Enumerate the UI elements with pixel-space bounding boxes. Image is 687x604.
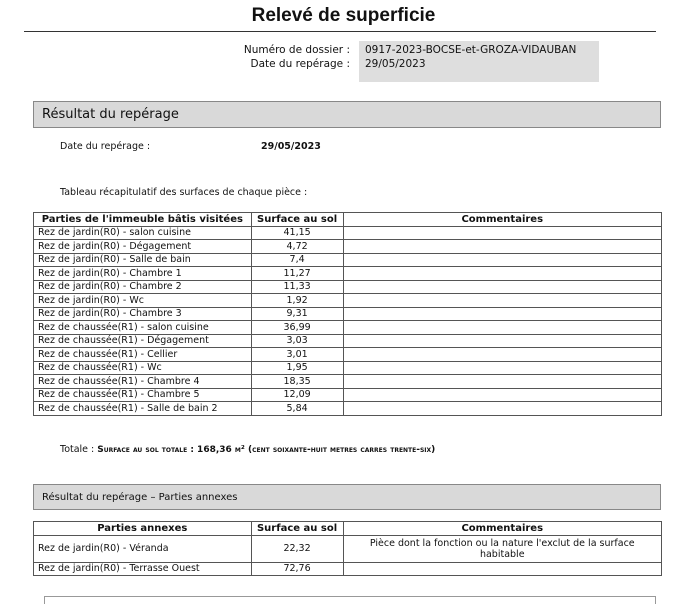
cell-part: Rez de chaussée(R1) - Salle de bain 2 (34, 402, 252, 416)
recap-caption: Tableau récapitulatif des surfaces de chaque pièce : (60, 187, 308, 198)
cell-surface: 22,32 (251, 535, 343, 562)
annex-col-header-comment: Commentaires (343, 522, 661, 536)
cell-part: Rez de jardin(R0) - Salle de bain (34, 253, 252, 267)
cell-part: Rez de jardin(R0) - Chambre 2 (34, 280, 252, 294)
col-header-surface: Surface au sol (251, 213, 343, 227)
date-value: 29/05/2023 (365, 58, 426, 70)
col-header-comment: Commentaires (343, 213, 661, 227)
date-label: Date du repérage : (250, 58, 350, 70)
annex-row (34, 535, 662, 562)
cell-surface: 1,95 (251, 361, 343, 375)
cell-comment (343, 307, 661, 321)
section-result-title: Résultat du repérage (42, 107, 179, 122)
cell-surface: 11,33 (251, 280, 343, 294)
cell-part: Rez de chaussée(R1) - salon cuisine (34, 321, 252, 335)
total-label: Totale : (60, 444, 95, 455)
reperage-date-label: Date du repérage : (60, 141, 151, 152)
col-header-part: Parties de l'immeuble bâtis visitées (34, 213, 252, 227)
cell-comment (343, 240, 661, 254)
cell-part: Rez de jardin(R0) - Chambre 1 (34, 267, 252, 281)
annex-col-header-part: Parties annexes (34, 522, 252, 536)
table-row (34, 321, 662, 335)
cell-surface: 41,15 (251, 226, 343, 240)
table-row (34, 267, 662, 281)
cell-comment: Pièce dont la fonction ou la nature l'exclut de la surface habitable (343, 535, 661, 562)
table-row (34, 348, 662, 362)
cell-surface: 7,4 (251, 253, 343, 267)
next-section-box (44, 596, 656, 604)
table-row (34, 375, 662, 389)
table-row (34, 240, 662, 254)
cell-surface: 5,84 (251, 402, 343, 416)
cell-comment (343, 361, 661, 375)
table-row (34, 402, 662, 416)
cell-comment (343, 375, 661, 389)
cell-part: Rez de chaussée(R1) - Dégagement (34, 334, 252, 348)
cell-part: Rez de chaussée(R1) - Cellier (34, 348, 252, 362)
cell-part: Rez de jardin(R0) - Dégagement (34, 240, 252, 254)
meta-labels (190, 43, 350, 71)
table-row (34, 361, 662, 375)
cell-surface: 11,27 (251, 267, 343, 281)
dossier-label: Numéro de dossier : (243, 44, 350, 56)
cell-part: Rez de jardin(R0) - salon cuisine (34, 226, 252, 240)
table-row (34, 388, 662, 402)
annex-table-header (34, 522, 662, 536)
surface-table-header (34, 213, 662, 227)
cell-part: Rez de jardin(R0) - Terrasse Ouest (34, 562, 252, 576)
cell-part: Rez de jardin(R0) - Véranda (34, 535, 252, 562)
title-divider (24, 31, 656, 32)
cell-part: Rez de chaussée(R1) - Wc (34, 361, 252, 375)
cell-comment (343, 253, 661, 267)
page-title: Relevé de superficie (251, 5, 436, 26)
section-result-header (33, 101, 661, 128)
cell-surface: 3,03 (251, 334, 343, 348)
annex-col-header-surface: Surface au sol (251, 522, 343, 536)
table-row (34, 280, 662, 294)
cell-part: Rez de chaussée(R1) - Chambre 4 (34, 375, 252, 389)
cell-part: Rez de jardin(R0) - Wc (34, 294, 252, 308)
table-row (34, 334, 662, 348)
table-row (34, 294, 662, 308)
cell-comment (343, 321, 661, 335)
cell-surface: 12,09 (251, 388, 343, 402)
cell-comment (343, 402, 661, 416)
section-annex-title: Résultat du repérage – Parties annexes (42, 491, 238, 503)
table-row (34, 226, 662, 240)
dossier-value: 0917-2023-BOCSE-et-GROZA-VIDAUBAN (365, 44, 577, 56)
cell-comment (343, 280, 661, 294)
cell-comment (343, 388, 661, 402)
cell-part: Rez de jardin(R0) - Chambre 3 (34, 307, 252, 321)
annex-row (34, 562, 662, 576)
cell-comment (343, 267, 661, 281)
total-line (60, 444, 435, 455)
cell-surface: 72,76 (251, 562, 343, 576)
reperage-date-value: 29/05/2023 (261, 141, 321, 152)
section-annex-header (33, 484, 661, 510)
cell-surface: 3,01 (251, 348, 343, 362)
annex-table (33, 521, 662, 576)
cell-part: Rez de chaussée(R1) - Chambre 5 (34, 388, 252, 402)
meta-values-box (359, 41, 599, 82)
cell-surface: 9,31 (251, 307, 343, 321)
cell-comment (343, 294, 661, 308)
surface-table (33, 212, 662, 416)
cell-surface: 1,92 (251, 294, 343, 308)
cell-surface: 4,72 (251, 240, 343, 254)
cell-surface: 36,99 (251, 321, 343, 335)
table-row (34, 307, 662, 321)
cell-comment (343, 348, 661, 362)
total-text: Surface au sol totale : 168,36 m² (cent soixante-huit metres carres trente-six) (97, 445, 436, 455)
table-row (34, 253, 662, 267)
cell-surface: 18,35 (251, 375, 343, 389)
cell-comment (343, 334, 661, 348)
cell-comment (343, 226, 661, 240)
cell-comment (343, 562, 661, 576)
